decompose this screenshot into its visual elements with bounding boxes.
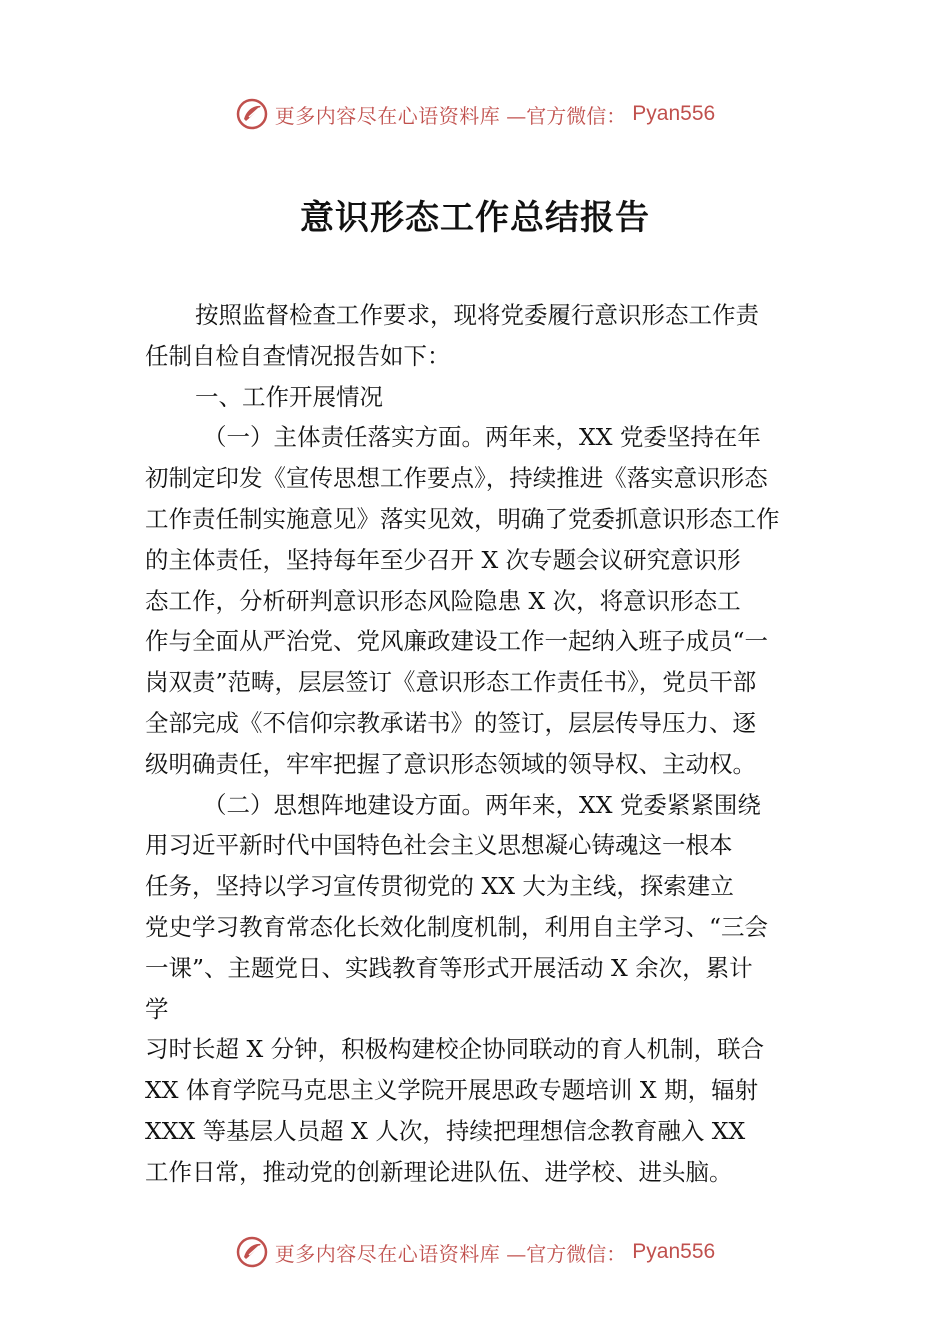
body-line: 工作责任制实施意见》落实见效，明确了党委抓意识形态工作: [145, 504, 780, 533]
body-line: 按照监督检查工作要求，现将党委履行意识形态工作责: [195, 301, 759, 329]
body-line: （一）主体责任落实方面。两年来，XX 党委坚持在年: [203, 423, 761, 452]
body-line: 态工作，分析研判意识形态风险隐患 X 次，将意识形态工: [145, 586, 741, 615]
body-line: 的主体责任，坚持每年至少召开 X 次专题会议研究意识形: [145, 545, 741, 574]
body-line: 一课”、主题党日、实践教育等形式开展活动 X 余次，累计: [145, 953, 753, 982]
body-line: 工作日常，推动党的创新理论进队伍、进学校、进头脑。: [145, 1157, 733, 1186]
body-line: 作与全面从严治党、党风廉政建设工作一起纳入班子成员“一: [145, 627, 769, 656]
body-line: 习时长超 X 分钟，积极构建校企协同联动的育人机制，联合: [145, 1035, 765, 1064]
watermark-footer: [0, 1232, 950, 1272]
watermark-logo-icon: [235, 1235, 269, 1269]
body-line: 级明确责任，牢牢把握了意识形态领域的领导权、主动权。: [145, 749, 756, 778]
watermark-text: 更多内容尽在心语资料库: [274, 103, 501, 128]
body-line: 用习近平新时代中国特色社会主义思想凝心铸魂这一根本: [145, 831, 733, 860]
body-line: 初制定印发《宣传思想工作要点》，持续推进《落实意识形态: [145, 464, 768, 493]
body-line: 学: [145, 994, 169, 1023]
body-line: 任务，坚持以学习宣传贯彻党的 XX 大为主线，探索建立: [145, 872, 734, 901]
section-heading: 一、工作开展情况: [195, 382, 383, 411]
body-line: （二）思想阵地建设方面。两年来，XX 党委紧紧围绕: [203, 790, 761, 819]
watermark-wechat-id: Pyan556: [632, 1240, 716, 1263]
body-line: 岗双责”范畴，层层签订《意识形态工作责任书》，党员干部: [145, 668, 757, 697]
watermark-header: [0, 94, 950, 134]
watermark-wechat-id: Pyan556: [632, 102, 716, 125]
document-body: [145, 295, 809, 1193]
body-line: XX 体育学院马克思主义学院开展思政专题培训 X 期，辐射: [145, 1076, 759, 1105]
document-title: 意识形态工作总结报告: [300, 198, 650, 238]
watermark-logo-icon: [235, 97, 269, 131]
watermark-separator: —官方微信：: [506, 103, 627, 128]
watermark-text: 更多内容尽在心语资料库: [274, 1241, 501, 1266]
body-line: XXX 等基层人员超 X 人次，持续把理想信念教育融入 XX: [145, 1116, 746, 1145]
body-line: 全部完成《不信仰宗教承诺书》的签订，层层传导压力、逐: [145, 708, 756, 737]
watermark-separator: —官方微信：: [506, 1241, 627, 1266]
body-line: 任制自检自查情况报告如下：: [145, 341, 451, 370]
body-line: 党史学习教育常态化长效化制度机制，利用自主学习、“三会: [145, 912, 769, 941]
